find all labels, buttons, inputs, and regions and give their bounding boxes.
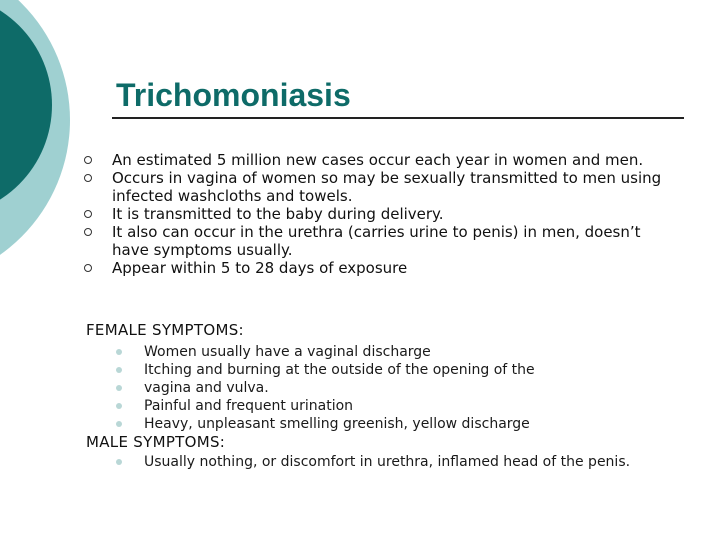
bullet-text: It is transmitted to the baby during delivery. [112, 205, 444, 223]
hollow-circle-bullet-icon [84, 228, 92, 236]
symptom-text: Women usually have a vaginal discharge [144, 344, 431, 360]
hollow-circle-bullet-icon [84, 264, 92, 272]
bullet-text: Appear within 5 to 28 days of exposure [112, 259, 408, 277]
dot-bullet-icon [116, 459, 122, 465]
symptom-item [112, 397, 692, 415]
dot-bullet-icon [116, 421, 122, 427]
symptom-text: Usually nothing, or discomfort in urethra, inflamed head of the penis. [144, 454, 631, 470]
title-underline [112, 117, 684, 119]
symptom-text: Itching and burning at the outside of the opening of the [144, 362, 535, 378]
bullet-item [80, 151, 680, 169]
male-symptoms-list [112, 453, 692, 471]
dot-bullet-icon [116, 403, 122, 409]
bullet-item [80, 169, 680, 205]
symptom-item [112, 361, 692, 379]
hollow-circle-bullet-icon [84, 210, 92, 218]
dot-bullet-icon [116, 385, 122, 391]
hollow-circle-bullet-icon [84, 174, 92, 182]
symptom-text: Heavy, unpleasant smelling greenish, yellow discharge [144, 416, 530, 432]
bullet-item [80, 205, 680, 223]
symptom-item [112, 343, 692, 361]
symptom-text: Painful and frequent urination [144, 398, 354, 414]
slide-title: Trichomoniasis [116, 77, 351, 113]
female-symptoms-list [112, 343, 692, 433]
male-symptoms-heading: MALE SYMPTOMS: [86, 433, 226, 451]
main-bullet-list [80, 151, 680, 277]
bullet-item [80, 259, 680, 277]
bullet-text: It also can occur in the urethra (carries urine to penis) in men, doesn’t have symptoms usually. [112, 223, 641, 259]
hollow-circle-bullet-icon [84, 156, 92, 164]
bullet-item [80, 223, 680, 259]
symptom-text: vagina and vulva. [144, 380, 269, 396]
symptom-item [112, 379, 692, 397]
symptom-item [112, 453, 692, 471]
dot-bullet-icon [116, 349, 122, 355]
dot-bullet-icon [116, 367, 122, 373]
symptom-item [112, 415, 692, 433]
bullet-text: An estimated 5 million new cases occur each year in women and men. [112, 151, 644, 169]
bullet-text: Occurs in vagina of women so may be sexually transmitted to men using infected washcloths and towels. [112, 169, 662, 205]
female-symptoms-heading: FEMALE SYMPTOMS: [86, 321, 244, 339]
